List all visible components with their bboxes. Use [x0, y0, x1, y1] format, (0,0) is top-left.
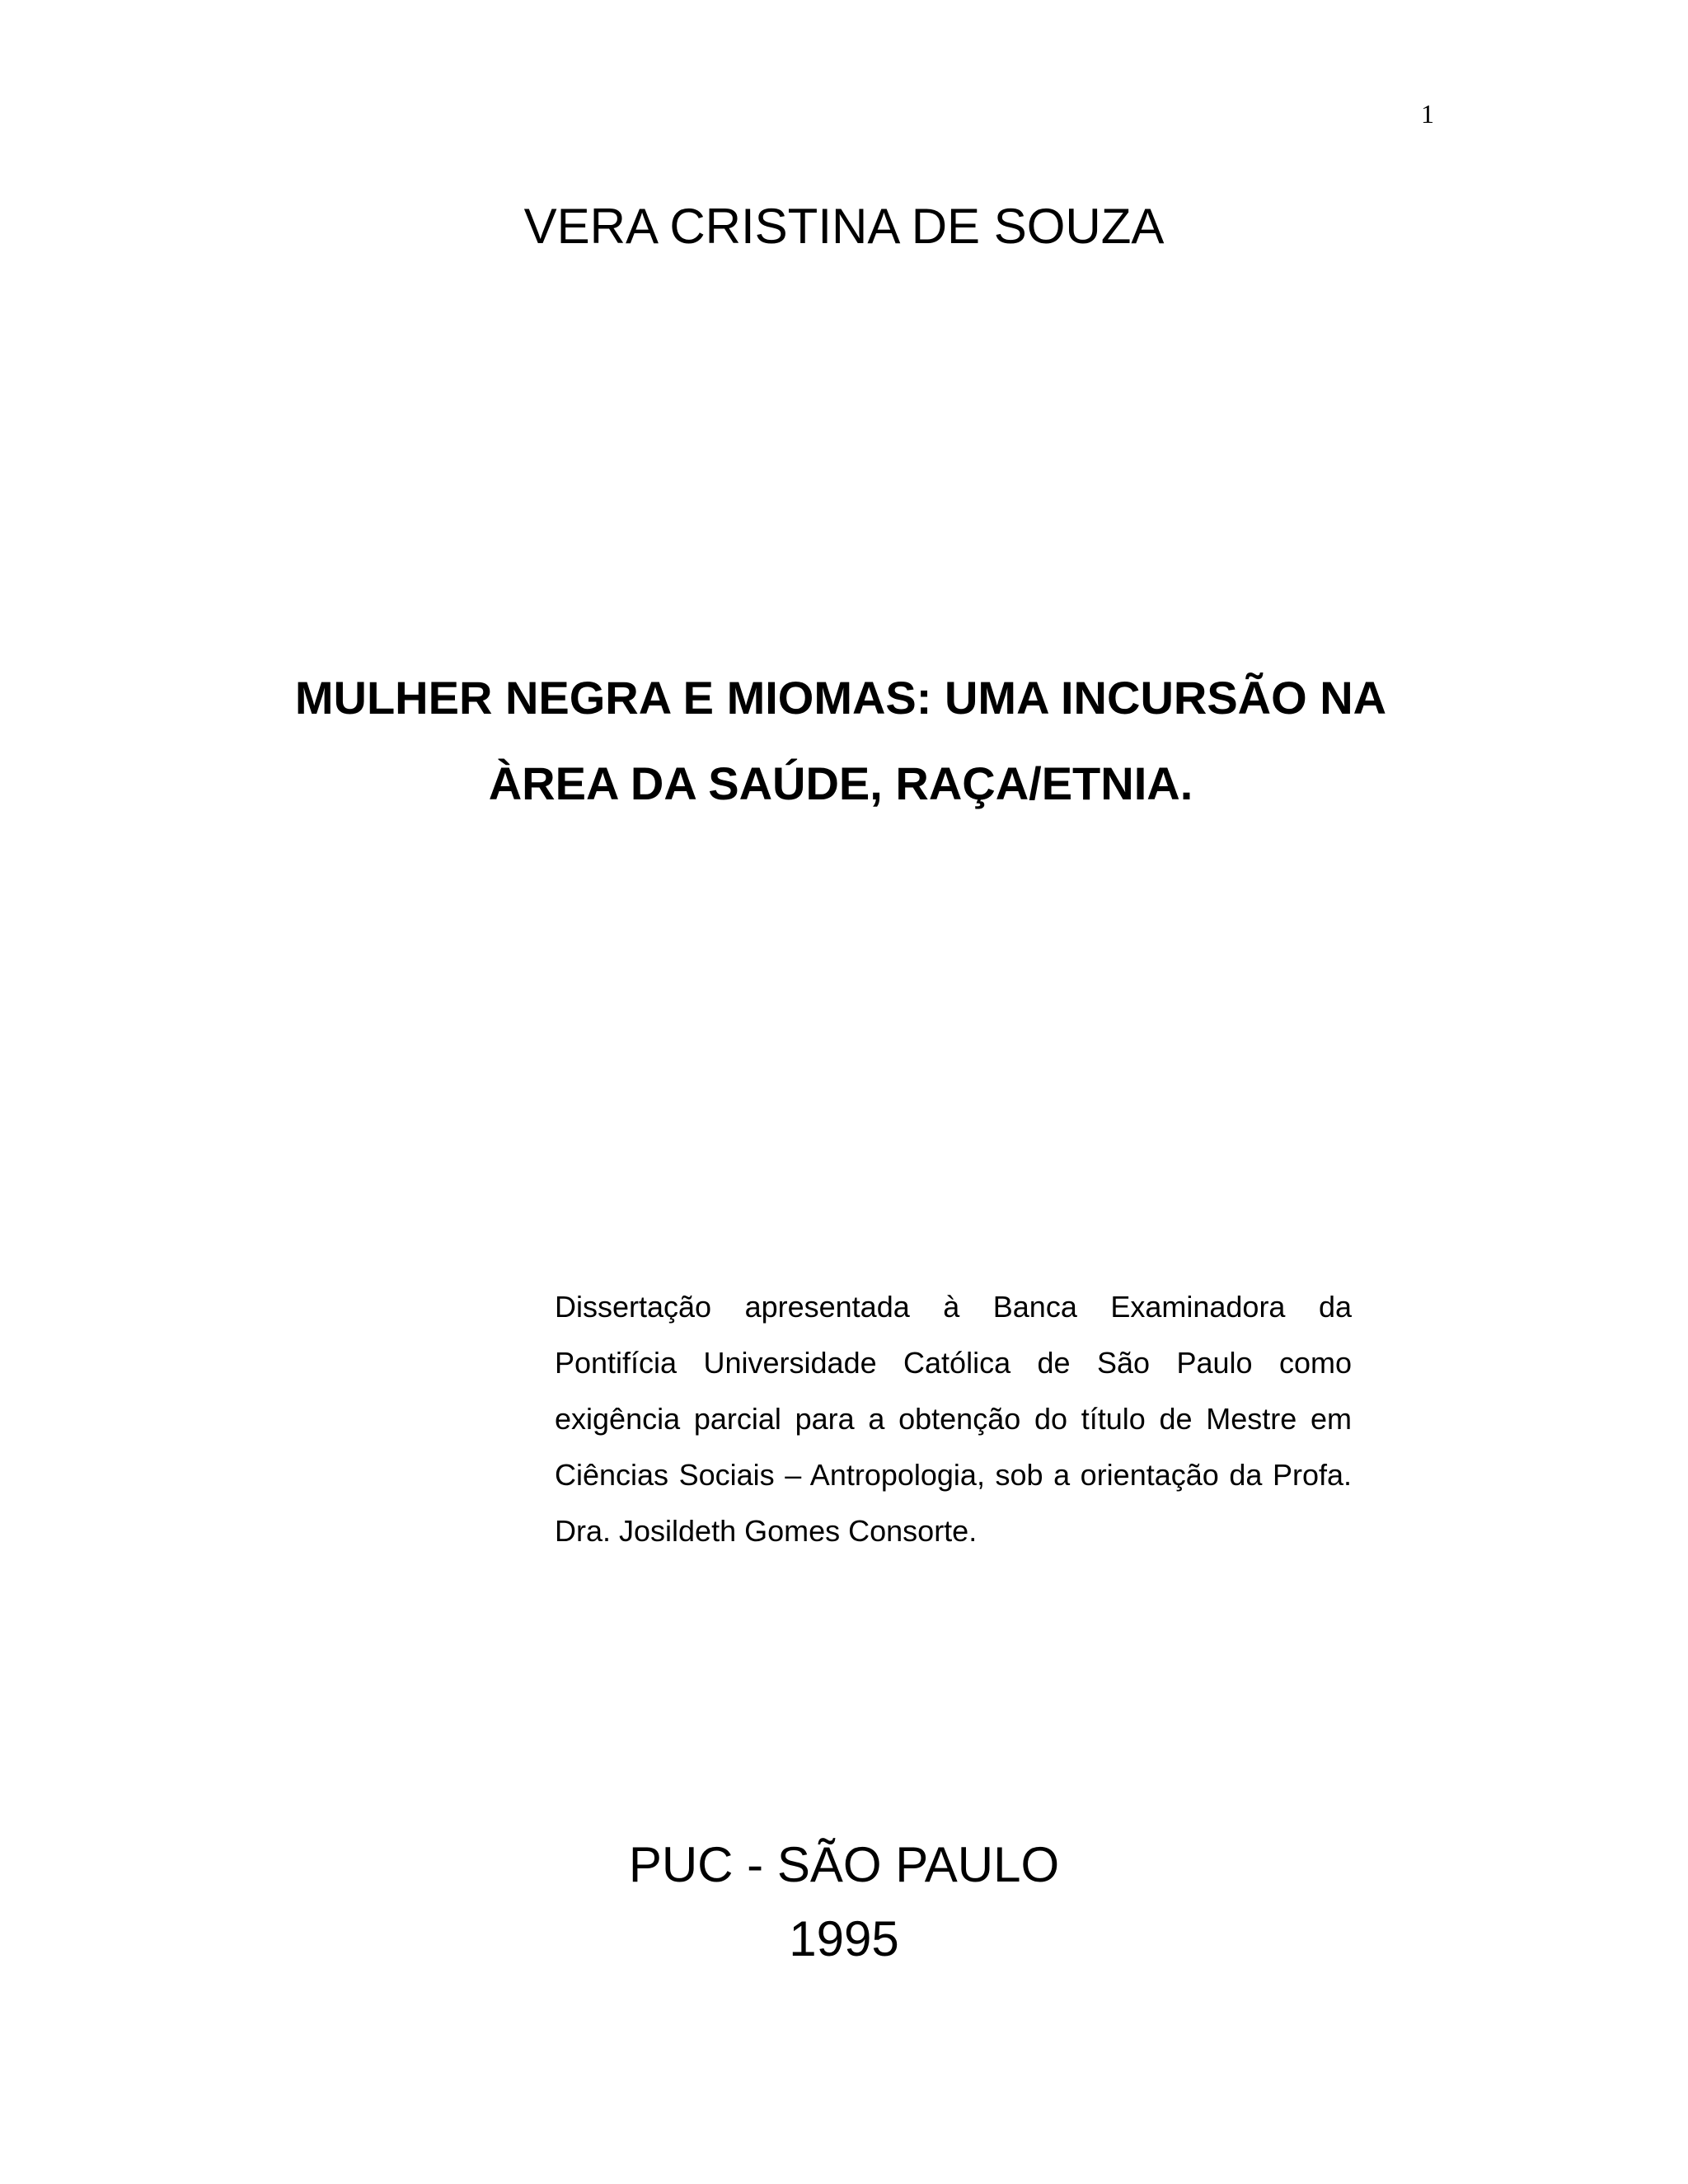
dissertation-statement: Dissertação apresentada à Banca Examinadora da Pontifícia Universidade Católica de São Paulo como exigência parcial para a obtenção do título de Mestre em Ciências Sociais – Antropologia, sob a orientação da Profa. Dra. Josildeth Gomes Consorte.: [555, 1290, 1352, 1548]
year: 1995: [789, 1911, 899, 1966]
page-number: 1: [1421, 99, 1434, 129]
institution: PUC - SÃO PAULO: [628, 1837, 1060, 1892]
title-line-2: ÀREA DA SAÚDE, RAÇA/ETNIA.: [488, 757, 1193, 809]
document-title: [206, 655, 1475, 827]
title-line-1: MULHER NEGRA E MIOMAS: UMA INCURSÃO NA: [294, 672, 1387, 724]
author-name: VERA CRISTINA DE SOUZA: [523, 199, 1165, 254]
